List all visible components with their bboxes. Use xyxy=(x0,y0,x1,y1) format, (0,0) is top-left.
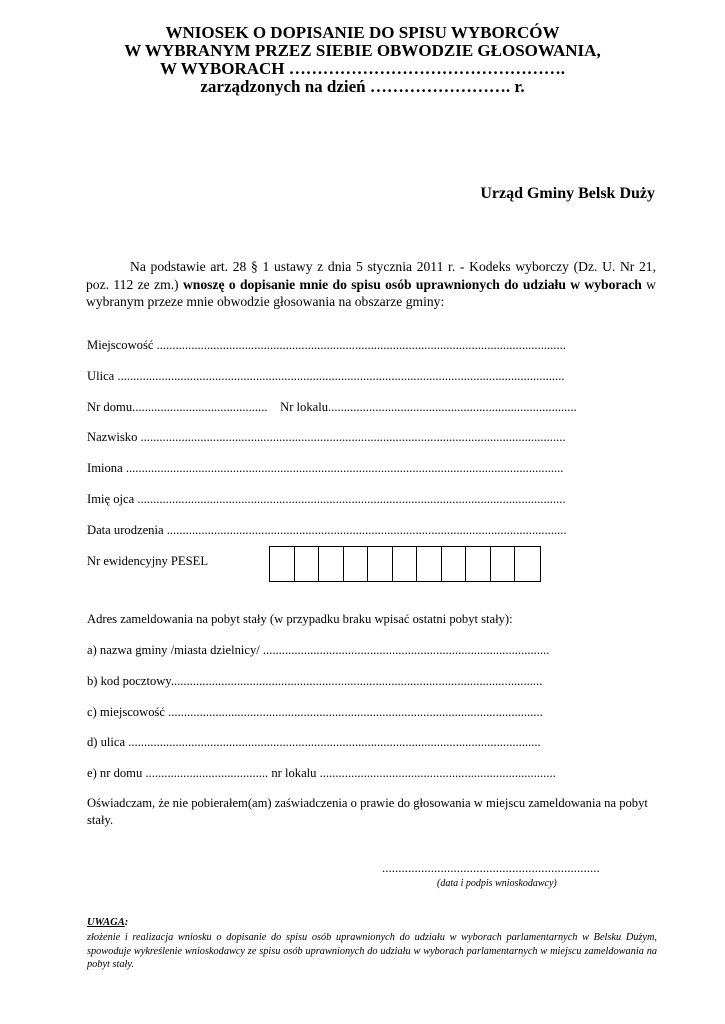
signature-line[interactable]: ................................................................... xyxy=(382,860,600,875)
address-nr-domu[interactable]: e) nr domu ....................................... xyxy=(87,766,272,780)
address-gmina[interactable]: a) nazwa gminy /miasta dzielnicy/ ........................................................................................... xyxy=(87,643,550,657)
field-imiona[interactable]: Imiona ........................................................................................................................................... xyxy=(87,461,564,475)
pesel-digit-box[interactable] xyxy=(344,547,369,581)
title-line-4: zarządzonych na dzień ……………………. r. xyxy=(200,77,525,96)
authority-name: Urząd Gminy Belsk Duży xyxy=(480,185,655,202)
field-nr-domu[interactable] xyxy=(87,400,577,415)
note-heading-colon: : xyxy=(124,917,129,928)
field-nr-domu-label[interactable]: Nr domu........................................... xyxy=(87,400,268,414)
note-heading-text: UWAGA xyxy=(87,917,125,928)
pesel-digit-box[interactable] xyxy=(466,547,491,581)
address-nr[interactable] xyxy=(87,766,556,781)
pesel-grid[interactable] xyxy=(269,546,541,582)
field-imie-ojca[interactable]: Imię ojca ........................................................................................................................................ xyxy=(87,492,566,506)
address-miejscowosc[interactable]: c) miejscowość ....................................................................................................................... xyxy=(87,705,543,719)
field-data-urodzenia[interactable]: Data urodzenia ............................................................................................................................... xyxy=(87,523,567,537)
pesel-digit-box[interactable] xyxy=(295,547,320,581)
pesel-digit-box[interactable] xyxy=(319,547,344,581)
address-ulica[interactable]: d) ulica ................................................................................................................................... xyxy=(87,735,541,749)
intro-text-bold: wnoszę o dopisanie mnie do spisu osób uprawnionych do udziału w wyborach xyxy=(182,276,642,292)
address-nr-lokalu[interactable]: nr lokalu ........................................................................... xyxy=(271,766,556,780)
declaration: Oświadczam, że nie pobierałem(am) zaświadczenia o prawie do głosowania w miejscu zameldowania na pobyt stały. xyxy=(87,796,648,827)
pesel-digit-box[interactable] xyxy=(368,547,393,581)
field-nr-lokalu[interactable]: Nr lokalu............................................................................... xyxy=(280,400,577,414)
field-ulica[interactable]: Ulica .............................................................................................................................................. xyxy=(87,369,565,383)
address-kod-pocztowy[interactable]: b) kod pocztowy...................................................................................................................... xyxy=(87,674,543,688)
intro-text-1: Na podstawie art. 28 § 1 ustawy z dnia 5 stycznia 2011 r. - Kodeks wyborczy (Dz. U. Nr 21, poz. 112 ze zm.) xyxy=(86,259,656,292)
pesel-label: Nr ewidencyjny PESEL xyxy=(87,554,209,568)
intro-text-2: w wybranym przeze mnie obwodzie głosowania na obszarze gminy: xyxy=(86,276,657,309)
note-text: złożenie i realizacja wniosku o dopisanie do spisu osób uprawnionych do udziału w wyborach parlamentarnych w Belsku Dużym, spowoduje wykreślenie wnioskodawcy ze spisu osób uprawnionych do udziału w wyborach parlamentarnych w miejscu zameldowania na pobyt stały. xyxy=(87,932,657,970)
intro-paragraph xyxy=(86,258,656,311)
pesel-digit-box[interactable] xyxy=(515,547,540,581)
field-miejscowosc[interactable]: Miejscowość .................................................................................................................................. xyxy=(87,338,566,352)
note-heading xyxy=(87,917,128,928)
title-line-3: W WYBORACH …………………………………………. xyxy=(159,59,566,78)
title-line-2: W WYBRANYM PRZEZ SIEBIE OBWODZIE GŁOSOWANIA, xyxy=(124,41,601,60)
pesel-digit-box[interactable] xyxy=(491,547,516,581)
pesel-digit-box[interactable] xyxy=(393,547,418,581)
field-nazwisko[interactable]: Nazwisko ....................................................................................................................................... xyxy=(87,430,566,444)
pesel-digit-box[interactable] xyxy=(270,547,295,581)
address-heading: Adres zameldowania na pobyt stały (w przypadku braku wpisać ostatni pobyt stały): xyxy=(87,612,513,626)
pesel-digit-box[interactable] xyxy=(417,547,442,581)
title-line-1: WNIOSEK O DOPISANIE DO SPISU WYBORCÓW xyxy=(165,23,560,42)
document-title xyxy=(0,24,725,96)
signature-caption: (data i podpis wnioskodawcy) xyxy=(437,878,557,889)
pesel-digit-box[interactable] xyxy=(442,547,467,581)
